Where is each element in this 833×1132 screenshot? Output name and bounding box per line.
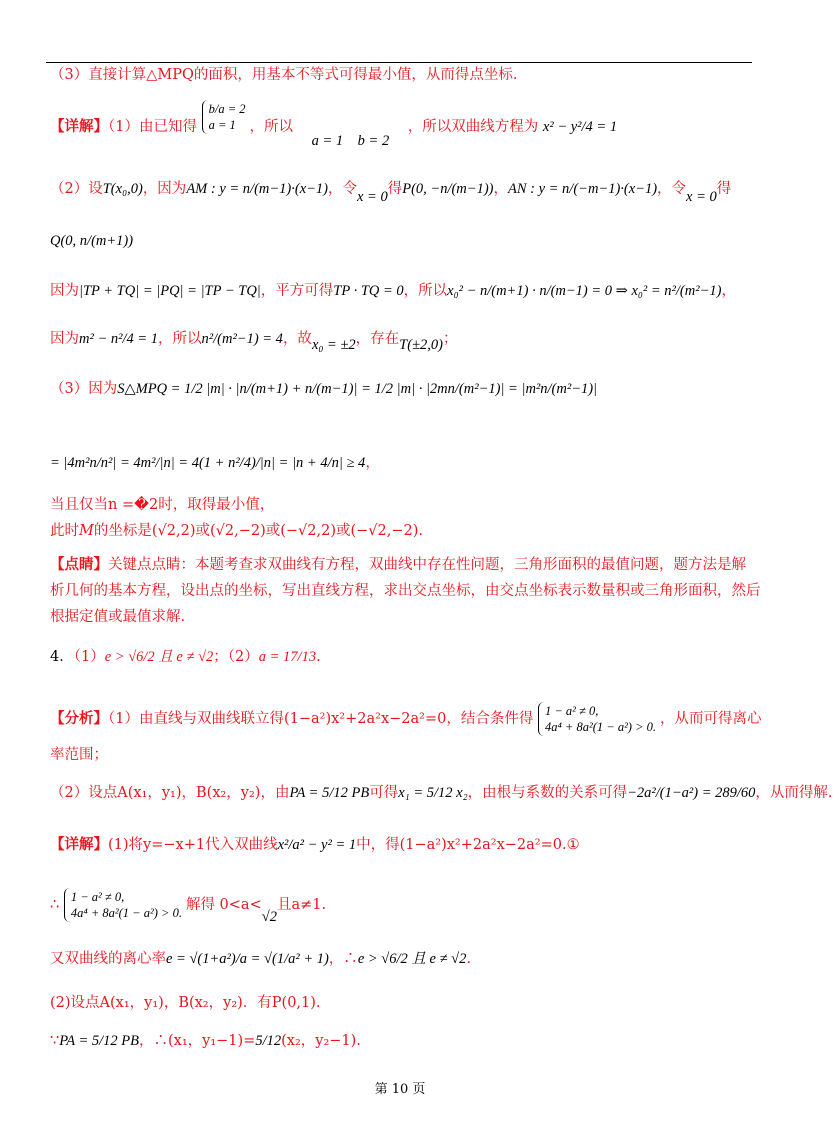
math: 5/12 <box>255 1033 282 1049</box>
text: 的坐标是(√2,2)或(√2,−2)或(−√2,2)或(−√2,−2). <box>93 523 424 539</box>
remark-line: 根据定值或最值求解. <box>50 609 186 625</box>
text: ，所以 <box>403 283 448 299</box>
remark-line <box>50 552 770 578</box>
line-analysis-3: （3）直接计算△MPQ的面积，用基本不等式可得最小值，从而得点坐标. <box>50 67 518 83</box>
text: （3）因为 <box>50 381 118 397</box>
text: ，所以双曲线方程为 <box>407 119 539 135</box>
system-row: a = 1 <box>208 118 236 132</box>
therefore-symbol: ∴ <box>50 897 60 913</box>
math: e > √6/2 且 e ≠ √2 <box>104 649 214 665</box>
remark-tag: 【点睛】 <box>50 556 108 573</box>
detail-tag: 【详解】 <box>50 118 108 135</box>
math: = |4m²n/n²| = 4m²/|n| = 4(1 + n²/4)/|n| = |n + 4/n| ≥ 4 <box>50 455 366 471</box>
remark-line: 析几何的基本方程，设出点的坐标，写出直线方程，求出交点坐标，由交点坐标表示数量积或三角形面积，然后 <box>50 583 761 599</box>
text: ， <box>721 283 736 299</box>
text: 此时 <box>50 523 79 539</box>
text: 中，得(1−a²)x²+2a²x−2a²=0.① <box>356 837 580 853</box>
system-row: 1 − a² ≠ 0, <box>544 704 599 718</box>
line-equality: 当且仅当n =�2时，取得最小值， <box>50 497 275 513</box>
line-analysis-4-cont: 率范围； <box>50 747 108 763</box>
line-vector-ratio <box>50 1032 361 1050</box>
line-detail-4-condition <box>50 888 327 925</box>
math: P(0, −n/(m−1)) <box>402 181 494 197</box>
line-analysis-4-part2 <box>50 784 833 802</box>
text: ； <box>442 331 458 347</box>
detail-tag: 【详解】 <box>50 836 108 853</box>
math: e = √(1+a²)/a = √(1/a² + 1) <box>166 951 329 967</box>
math: AN : y = n/(−m−1)·(x−1) <box>507 181 658 197</box>
text: （1） <box>73 649 105 665</box>
text: ，从而得解. <box>755 785 833 801</box>
remark-paragraph <box>50 552 770 630</box>
math: AM : y = n/(m−1)·(x−1) <box>186 181 328 197</box>
math: S△MPQ = 1/2 |m| · |n/(m+1) + n/(m−1)| = 1/2 |m| · |2mn/(m²−1)| = |m²n/(m²−1)| <box>117 381 598 397</box>
text: 因为 <box>50 331 79 347</box>
math: e > √6/2 且 e ≠ √2 <box>357 951 467 967</box>
math: a = 17/13 <box>258 649 317 665</box>
text: （1）由直线与双曲线联立得(1−a²)x²+2a²x−2a²=0，结合条件得 <box>108 711 534 727</box>
text: ，令 <box>328 181 357 197</box>
math: T(x₀,0) <box>102 181 143 197</box>
math: TP · TQ = 0 <box>333 283 404 299</box>
text: 因为 <box>50 283 79 299</box>
text: (1)将y=−x+1代入双曲线 <box>108 837 278 853</box>
text: （1）由已知得 <box>108 119 197 135</box>
text: ，存在 <box>355 331 400 347</box>
text: ， <box>365 455 380 471</box>
system-row: b/a = 2 <box>208 102 246 116</box>
text: ，故 <box>282 331 312 347</box>
page-footer: 第 10 页 <box>374 1082 426 1097</box>
line-detail-1 <box>50 102 618 149</box>
math-values: a = 1 b = 2 <box>311 133 390 149</box>
text: ；（2） <box>213 649 259 665</box>
text: ，所以 <box>249 119 294 135</box>
math: −2a²/(1−a²) = 289/60 <box>627 785 756 801</box>
math: n²/(m²−1) = 4 <box>201 331 283 347</box>
text: 且a≠1. <box>276 897 327 913</box>
equation-system <box>64 888 186 922</box>
text: ，∴(x₁，y₁−1)= <box>138 1033 256 1049</box>
analysis-tag: 【分析】 <box>50 710 108 727</box>
line-analysis-4 <box>50 702 762 736</box>
text: （2）设 <box>50 181 103 197</box>
problem-number: 4． <box>50 649 74 665</box>
text: ，令 <box>657 181 687 197</box>
text: ，因为 <box>142 181 187 197</box>
line-detail-2 <box>50 180 732 205</box>
math: PA = 5/12 PB <box>59 1033 139 1049</box>
text: ，所以 <box>158 331 202 347</box>
header-rule <box>46 62 752 63</box>
text: . <box>316 649 321 665</box>
math: x²/a² − y² = 1 <box>277 837 357 853</box>
math: |TP + TQ| = |PQ| = |TP − TQ| <box>79 283 261 299</box>
line-coordinates <box>50 522 423 540</box>
text: （2）设点A(x₁，y₁)，B(x₂，y₂)，由 <box>50 785 290 801</box>
math: x = 0 <box>357 189 388 205</box>
text: 关键点点睛：本题考查求双曲线有方程，双曲线中存在性问题，三角形面积的最值问题，题方法是解 <box>108 557 746 573</box>
text: ，由根与系数的关系可得 <box>467 785 628 801</box>
line-point-q: Q(0, n/(m+1)) <box>50 233 134 249</box>
text: ，∴ <box>328 951 358 967</box>
system-row: 4a⁴ + 8a²(1 − a²) > 0. <box>70 906 182 920</box>
line-vector-condition <box>50 282 736 300</box>
math: x = 0 <box>686 189 717 205</box>
line-detail-4-1 <box>50 836 580 854</box>
text: ，从而可得离心 <box>660 711 762 727</box>
line-detail-4-2: (2)设点A(x₁，y₁)，B(x₂，y₂)．有P(0,1). <box>50 995 321 1011</box>
math: x₀² − n/(m+1) · n/(m−1) = 0 ⇒ x₀² = n²/(m²−1) <box>447 283 722 299</box>
math: m² − n²/4 = 1 <box>79 331 159 347</box>
math: x₁ = 5/12 x₂ <box>398 785 468 801</box>
text: 可得 <box>369 785 399 801</box>
text: ，平方可得 <box>260 283 334 299</box>
line-area-bound <box>50 454 380 472</box>
line-solve-x0 <box>50 330 458 353</box>
equation-system <box>202 100 250 134</box>
hyperbola-equation: x² − y²/4 = 1 <box>542 119 618 135</box>
system-row: 1 − a² ≠ 0, <box>70 890 125 904</box>
text: . <box>466 951 471 967</box>
line-answer-4 <box>50 648 321 666</box>
text: 得 <box>716 181 732 197</box>
line-eccentricity <box>50 950 471 968</box>
line-area-formula <box>50 380 597 398</box>
system-row: 4a⁴ + 8a²(1 − a²) > 0. <box>544 720 657 734</box>
math: x₀ = ±2 <box>311 337 356 353</box>
text: 解得 0<a< <box>185 897 262 913</box>
text: ， <box>493 181 508 197</box>
text: 又双曲线的离心率 <box>50 951 166 967</box>
text: 得 <box>387 181 403 197</box>
equation-system <box>538 702 660 736</box>
math: √2 <box>261 909 277 925</box>
math: PA = 5/12 PB <box>289 785 370 801</box>
math: M <box>79 523 94 539</box>
text: (x₂，y₂−1). <box>281 1033 361 1049</box>
math: T(±2,0) <box>399 337 443 353</box>
because-symbol: ∵ <box>50 1033 60 1049</box>
